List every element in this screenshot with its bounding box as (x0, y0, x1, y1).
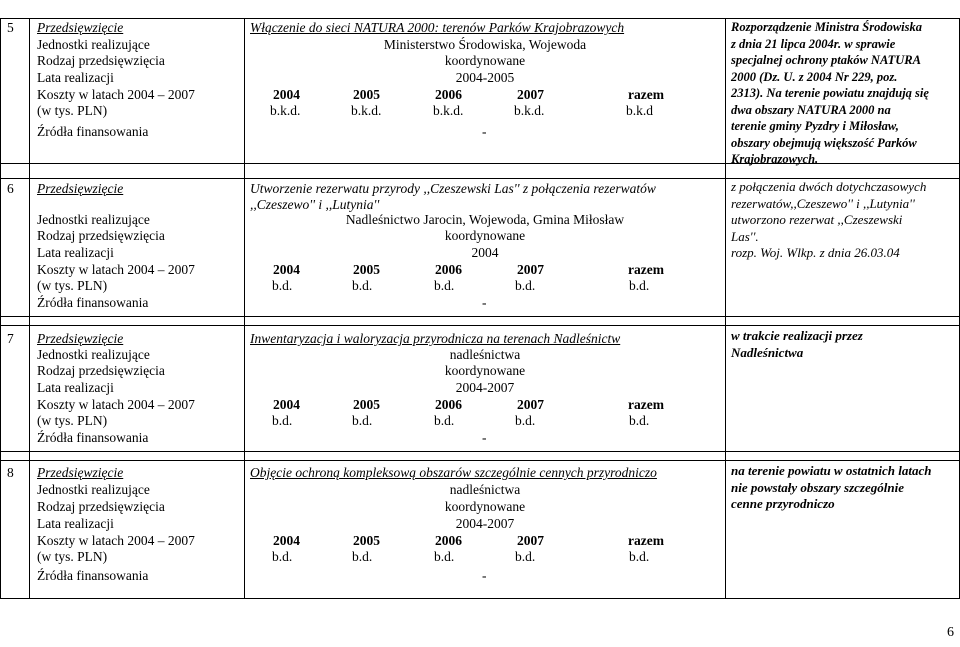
zrodla-value: - (482, 568, 487, 583)
rodzaj-value: koordynowane (444, 53, 526, 68)
cost-value-2006: b.d. (434, 413, 455, 428)
note-line: rezerwatów,,Czeszewo'' i ,,Lutynia'' (731, 195, 915, 211)
project-title: Inwentaryzacja i waloryzacja przyrodnicza na terenach Nadleśnictw (250, 331, 621, 346)
notes-column-border (725, 18, 726, 599)
project-title: Utworzenie rezerwatu przyrody ,,Czeszewski Las'' z połączenia rezerwatów (250, 181, 656, 196)
label-lata: Lata realizacji (37, 245, 114, 260)
cost-value-2004: b.d. (272, 413, 293, 428)
cost-header-razem: razem (628, 262, 664, 277)
cost-header-razem: razem (628, 397, 664, 412)
note-line: nie powstały obszary szczególnie (731, 479, 904, 495)
note-line: utworzono rezerwat ,,Czeszewski (731, 212, 903, 227)
label-koszty: Koszty w latach 2004 – 2007 (37, 87, 195, 102)
row-number: 5 (7, 20, 14, 35)
label-jednostki: Jednostki realizujące (37, 482, 150, 497)
cost-header-2006: 2006 (435, 87, 462, 102)
project-title-line2: ,,Czeszewo'' i ,,Lutynia'' (250, 197, 380, 212)
cost-value-razem: b.k.d (626, 103, 653, 118)
label-lata: Lata realizacji (37, 70, 114, 85)
project-title: Włączenie do sieci NATURA 2000: terenów Parków Krajobrazowych (250, 20, 625, 35)
label-koszty: Koszty w latach 2004 – 2007 (37, 533, 195, 548)
label-rodzaj: Rodzaj przedsięwzięcia (37, 363, 165, 378)
label-wtys: (w tys. PLN) (37, 549, 108, 564)
jednostki-value: Ministerstwo Środowiska, Wojewoda (383, 37, 587, 52)
cost-header-2007: 2007 (517, 397, 544, 412)
row-7-bottom-border (0, 451, 960, 452)
left-border (0, 18, 1, 599)
note-line: dwa obszary NATURA 2000 na (731, 102, 891, 117)
cost-value-2005: b.d. (352, 549, 373, 564)
cost-header-2005: 2005 (353, 533, 380, 548)
label-jednostki: Jednostki realizujące (37, 347, 150, 362)
note-line: specjalnej ochrony ptaków NATURA (731, 53, 921, 67)
note-line: 2313). Na terenie powiatu znajdują się (731, 86, 929, 100)
label-koszty: Koszty w latach 2004 – 2007 (37, 397, 195, 412)
label-jednostki: Jednostki realizujące (37, 37, 150, 52)
rodzaj-value: koordynowane (444, 499, 526, 514)
note-line: Nadleśnictwa (731, 344, 804, 360)
cost-header-2006: 2006 (435, 397, 462, 412)
label-wtys: (w tys. PLN) (37, 103, 108, 118)
label-wtys: (w tys. PLN) (37, 413, 108, 428)
row-5-notes (731, 19, 957, 168)
row-7-top-border (0, 325, 960, 326)
label-wtys: (w tys. PLN) (37, 278, 108, 293)
cost-header-2005: 2005 (353, 397, 380, 412)
row-6-bottom-border (0, 316, 960, 317)
note-line: terenie gminy Pyzdry i Miłosław, (731, 119, 899, 133)
row-8-notes (731, 463, 957, 513)
cost-header-2007: 2007 (517, 533, 544, 548)
label-zrodla: Źródła finansowania (37, 124, 149, 139)
jednostki-value: nadleśnictwa (449, 347, 521, 362)
row-number: 7 (7, 331, 14, 346)
note-line: 2000 (Dz. U. z 2004 Nr 229, poz. (731, 69, 898, 84)
label-przedsiewziecie: Przedsięwzięcie (37, 465, 124, 480)
row-number: 6 (7, 181, 14, 196)
rodzaj-value: koordynowane (444, 363, 526, 378)
zrodla-value: - (482, 124, 487, 139)
number-column-border (29, 18, 30, 599)
note-line: w trakcie realizacji przez (731, 328, 863, 343)
label-rodzaj: Rodzaj przedsięwzięcia (37, 499, 165, 514)
jednostki-value: nadleśnictwa (449, 482, 521, 497)
cost-value-2007: b.d. (515, 413, 536, 428)
project-title: Objęcie ochroną kompleksową obszarów szczególnie cennych przyrodniczo (250, 465, 657, 480)
row-number: 8 (7, 465, 14, 480)
label-koszty: Koszty w latach 2004 – 2007 (37, 262, 195, 277)
cost-header-2007: 2007 (517, 262, 544, 277)
cost-value-2007: b.k.d. (514, 103, 545, 118)
lata-value: 2004-2007 (455, 380, 515, 395)
note-line: rozp. Woj. Wlkp. z dnia 26.03.04 (731, 245, 900, 260)
cost-value-razem: b.d. (629, 549, 650, 564)
cost-header-razem: razem (628, 87, 664, 102)
cost-header-2004: 2004 (273, 87, 300, 102)
cost-value-razem: b.d. (629, 278, 650, 293)
label-przedsiewziecie: Przedsięwzięcie (37, 181, 124, 196)
label-lata: Lata realizacji (37, 516, 114, 531)
cost-header-2005: 2005 (353, 262, 380, 277)
note-line: na terenie powiatu w ostatnich latach (731, 463, 932, 478)
cost-value-2005: b.d. (352, 413, 373, 428)
cost-value-2006: b.k.d. (433, 103, 464, 118)
label-zrodla: Źródła finansowania (37, 430, 149, 445)
note-line: obszary obejmują większość Parków (731, 135, 917, 150)
note-line: Las''. (731, 228, 759, 244)
note-line: z dnia 21 lipca 2004r. w sprawie (731, 36, 896, 51)
jednostki-value: Nadleśnictwo Jarocin, Wojewoda, Gmina Miłosław (345, 212, 625, 227)
cost-value-2004: b.d. (272, 278, 293, 293)
cost-value-razem: b.d. (629, 413, 650, 428)
row-6-notes (731, 179, 957, 262)
page-number: 6 (947, 625, 954, 640)
zrodla-value: - (482, 295, 487, 310)
label-przedsiewziecie: Przedsięwzięcie (37, 20, 124, 35)
note-line: Krajobrazowych. (731, 152, 819, 166)
cost-header-2004: 2004 (273, 533, 300, 548)
cost-header-2006: 2006 (435, 262, 462, 277)
cost-header-2004: 2004 (273, 262, 300, 277)
label-rodzaj: Rodzaj przedsięwzięcia (37, 53, 165, 68)
label-zrodla: Źródła finansowania (37, 568, 149, 583)
cost-value-2006: b.d. (434, 278, 455, 293)
label-jednostki: Jednostki realizujące (37, 212, 150, 227)
cost-value-2004: b.k.d. (270, 103, 301, 118)
cost-value-2007: b.d. (515, 549, 536, 564)
label-column-border (244, 18, 245, 599)
cost-value-2004: b.d. (272, 549, 293, 564)
cost-value-2007: b.d. (515, 278, 536, 293)
zrodla-value: - (482, 430, 487, 445)
lata-value: 2004 (471, 245, 499, 260)
cost-header-2007: 2007 (517, 87, 544, 102)
note-line: Rozporządzenie Ministra Środowiska (731, 20, 923, 34)
cost-value-2005: b.k.d. (351, 103, 382, 118)
label-zrodla: Źródła finansowania (37, 295, 149, 310)
row-8-top-border (0, 460, 960, 461)
cost-header-razem: razem (628, 533, 664, 548)
lata-value: 2004-2005 (455, 70, 515, 85)
cost-header-2006: 2006 (435, 533, 462, 548)
label-rodzaj: Rodzaj przedsięwzięcia (37, 228, 165, 243)
note-line: z połączenia dwóch dotychczasowych (731, 179, 927, 194)
cost-header-2004: 2004 (273, 397, 300, 412)
cost-value-2005: b.d. (352, 278, 373, 293)
row-7-notes (731, 328, 957, 361)
cost-header-2005: 2005 (353, 87, 380, 102)
table-bottom-border (0, 598, 960, 599)
lata-value: 2004-2007 (455, 516, 515, 531)
cost-value-2006: b.d. (434, 549, 455, 564)
note-line: cenne przyrodniczo (731, 496, 835, 511)
rodzaj-value: koordynowane (444, 228, 526, 243)
label-przedsiewziecie: Przedsięwzięcie (37, 331, 124, 346)
label-lata: Lata realizacji (37, 380, 114, 395)
